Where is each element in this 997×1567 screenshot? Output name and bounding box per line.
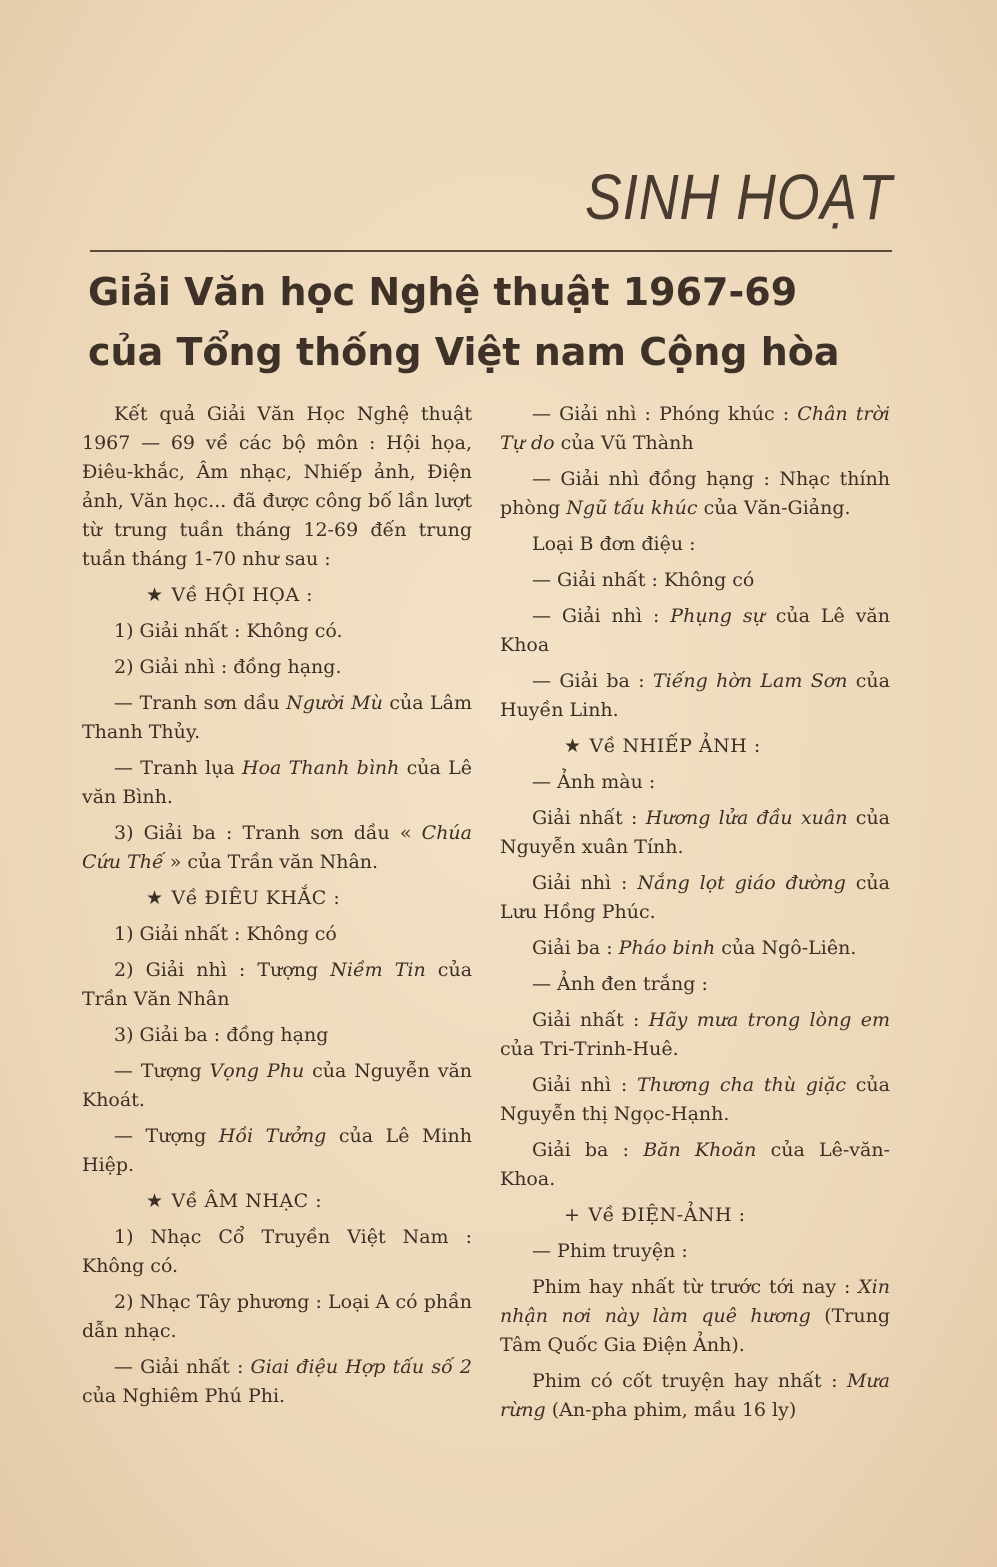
- heading-text: Về ĐIỆN-ẢNH :: [588, 1204, 746, 1226]
- left-column: [82, 400, 472, 1418]
- work-title: Phụng sự: [670, 605, 765, 627]
- paragraph-text-after: (Trung Tâm Quốc Gia Điện Ảnh).: [500, 1305, 890, 1356]
- paragraph: [500, 400, 890, 458]
- work-title: Vọng Phu: [209, 1060, 305, 1082]
- section-title: SINH HOẠT: [584, 161, 892, 233]
- paragraph-text: — Tượng: [114, 1125, 219, 1147]
- paragraph: [82, 400, 472, 574]
- paragraph-text: — Tranh lụa: [114, 757, 243, 779]
- paragraph: [500, 602, 890, 660]
- work-title: Hồi Tưởng: [218, 1125, 327, 1147]
- heading-text: Về NHIẾP ẢNH :: [589, 735, 761, 757]
- star-icon: ★: [564, 735, 582, 757]
- paragraph-text-after: của Lê-văn-Khoa.: [500, 1139, 890, 1190]
- paragraph-text-after: của Ngô-Liên.: [715, 937, 857, 959]
- paragraph-text-after: (An-pha phim, mầu 16 ly): [545, 1399, 797, 1421]
- paragraph-text-after: của Nguyễn thị Ngọc-Hạnh.: [500, 1074, 890, 1125]
- paragraph-text: — Tượng: [114, 1060, 210, 1082]
- paragraph: [82, 617, 472, 646]
- work-title: Thương cha thù giặc: [637, 1074, 846, 1096]
- paragraph: [500, 1071, 890, 1129]
- paragraph-text: Giải nhì :: [532, 872, 638, 894]
- paragraph-text-after: của Lê văn Khoa: [500, 605, 891, 656]
- paragraph-text: — Tranh sơn dầu: [114, 692, 287, 714]
- work-title: Chân trời Tự do: [500, 403, 890, 454]
- paragraph-text: 1) Giải nhất : Không có: [114, 923, 337, 945]
- paragraph: [500, 1136, 890, 1194]
- paragraph-text: 1) Giải nhất : Không có.: [114, 620, 343, 642]
- paragraph: [500, 566, 890, 595]
- paragraph-text: 2) Giải nhì : Tượng: [114, 959, 331, 981]
- paragraph: [500, 1006, 890, 1064]
- work-title: Xin nhận nơi này làm quê hương: [500, 1276, 890, 1327]
- paragraph-text-after: của Nghiêm Phú Phi.: [82, 1385, 286, 1407]
- section-heading: [82, 1187, 472, 1216]
- work-title: Hương lửa đầu xuân: [645, 807, 848, 829]
- paragraph-text-after: của Tri-Trinh-Huê.: [500, 1038, 679, 1060]
- paragraph: [500, 530, 890, 559]
- paragraph-text-after: » của Trần văn Nhân.: [163, 851, 379, 873]
- paragraph-text: Phim hay nhất từ trước tới nay :: [532, 1276, 859, 1298]
- paragraph-text-after: của Lâm Thanh Thủy.: [82, 692, 472, 743]
- paragraph: [82, 1021, 472, 1050]
- paragraph-text: Giải nhất :: [532, 1009, 649, 1031]
- paragraph-text: 2) Nhạc Tây phương : Loại A có phần dẫn nhạc.: [82, 1291, 472, 1342]
- work-title: Mưa rừng: [500, 1370, 890, 1421]
- paragraph-text-after: của Trần Văn Nhân: [82, 959, 473, 1010]
- paragraph-text: — Ảnh màu :: [532, 771, 656, 793]
- paragraph: [82, 689, 472, 747]
- work-title: Hoa Thanh bình: [242, 757, 400, 779]
- article-headline: [88, 262, 908, 382]
- paragraph-text: 3) Giải ba : đồng hạng: [114, 1024, 329, 1046]
- heading-text: Về ÂM NHẠC :: [171, 1190, 323, 1212]
- work-title: Băn Khoăn: [643, 1139, 757, 1161]
- paragraph-text-after: của Nguyễn văn Khoát.: [82, 1060, 473, 1111]
- paragraph: [82, 754, 472, 812]
- paragraph: [500, 465, 890, 523]
- work-title: Chúa Cứu Thế: [82, 822, 472, 873]
- headline-line-2: của Tổng thống Việt nam Cộng hòa: [88, 330, 840, 374]
- right-column: [500, 400, 890, 1432]
- paragraph: [82, 1223, 472, 1281]
- paragraph-text-after: của Huyền Linh.: [500, 670, 890, 721]
- paragraph: [500, 970, 890, 999]
- paragraph: [500, 869, 890, 927]
- paragraph: [500, 1237, 890, 1266]
- paragraph-text: — Giải nhì đồng hạng : Nhạc thính phòng: [500, 468, 890, 519]
- paragraph-text: 3) Giải ba : Tranh sơn dầu «: [114, 822, 422, 844]
- paragraph: [500, 667, 890, 725]
- paragraph: [82, 920, 472, 949]
- paragraph-text: Loại B đơn điệu :: [532, 533, 696, 555]
- section-heading: [500, 732, 890, 761]
- headline-line-1: Giải Văn học Nghệ thuật 1967-69: [88, 270, 798, 314]
- paragraph: [82, 819, 472, 877]
- title-rule: [90, 250, 892, 252]
- paragraph: [500, 768, 890, 797]
- paragraph-text: Phim có cốt truyện hay nhất :: [532, 1370, 847, 1392]
- paragraph: [500, 1367, 890, 1425]
- paragraph-text: Giải nhất :: [532, 807, 646, 829]
- paragraph-text: — Giải nhất : Không có: [532, 569, 755, 591]
- star-icon: ★: [146, 584, 164, 606]
- paragraph: [500, 1273, 890, 1360]
- paragraph: [82, 1057, 472, 1115]
- paragraph: [82, 1353, 472, 1411]
- paragraph-text-after: của Vũ Thành: [554, 432, 694, 454]
- paragraph: [82, 1288, 472, 1346]
- section-heading: [82, 581, 472, 610]
- paragraph-text: — Ảnh đen trắng :: [532, 973, 708, 995]
- work-title: Giai điệu Hợp tấu số 2: [250, 1356, 472, 1378]
- paragraph-text: — Giải nhì : Phóng khúc :: [532, 403, 798, 425]
- paragraph-text-after: của Lê văn Bình.: [82, 757, 472, 808]
- paragraph-text: Giải nhì :: [532, 1074, 638, 1096]
- heading-text: Về ĐIÊU KHẮC :: [171, 887, 341, 909]
- paragraph-text-after: của Nguyễn xuân Tính.: [500, 807, 891, 858]
- paragraph: [82, 653, 472, 682]
- work-title: Tiếng hờn Lam Sơn: [652, 670, 848, 692]
- work-title: Ngũ tấu khúc: [566, 497, 698, 519]
- section-heading: [82, 884, 472, 913]
- paragraph-text-after: của Lưu Hồng Phúc.: [500, 872, 890, 923]
- work-title: Người Mù: [286, 692, 383, 714]
- paragraph-text: — Giải nhì :: [532, 605, 671, 627]
- star-icon: +: [564, 1204, 581, 1226]
- paragraph-text: 2) Giải nhì : đồng hạng.: [114, 656, 342, 678]
- section-heading: [500, 1201, 890, 1230]
- heading-text: Về HỘI HỌA :: [171, 584, 313, 606]
- work-title: Niềm Tin: [330, 959, 426, 981]
- paragraph-text: Giải ba :: [532, 1139, 644, 1161]
- paragraph-text: 1) Nhạc Cổ Truyền Việt Nam : Không có.: [82, 1226, 472, 1277]
- star-icon: ★: [146, 887, 164, 909]
- paragraph-text-after: của Lê Minh Hiệp.: [82, 1125, 472, 1176]
- paragraph: [500, 934, 890, 963]
- paragraph-text: Kết quả Giải Văn Học Nghệ thuật 1967 — 69 về các bộ môn : Hội họa, Điêu-khắc, Âm nhạc, Nhiếp ảnh, Điện ảnh, Văn học... đã được công bố lần lượt từ trung tuần tháng 12-69 đến trung tuần tháng 1-70 như sau :: [82, 403, 472, 570]
- paragraph-text: — Phim truyện :: [532, 1240, 688, 1262]
- star-icon: ★: [146, 1190, 164, 1212]
- paragraph-text: — Giải nhất :: [114, 1356, 251, 1378]
- work-title: Pháo binh: [618, 937, 716, 959]
- paragraph: [82, 1122, 472, 1180]
- work-title: Nắng lọt giáo đường: [637, 872, 846, 894]
- paragraph-text: — Giải ba :: [532, 670, 653, 692]
- paragraph-text: Giải ba :: [532, 937, 619, 959]
- paragraph: [82, 956, 472, 1014]
- paragraph-text-after: của Văn-Giảng.: [697, 497, 851, 519]
- work-title: Hãy mưa trong lòng em: [648, 1009, 890, 1031]
- paragraph: [500, 804, 890, 862]
